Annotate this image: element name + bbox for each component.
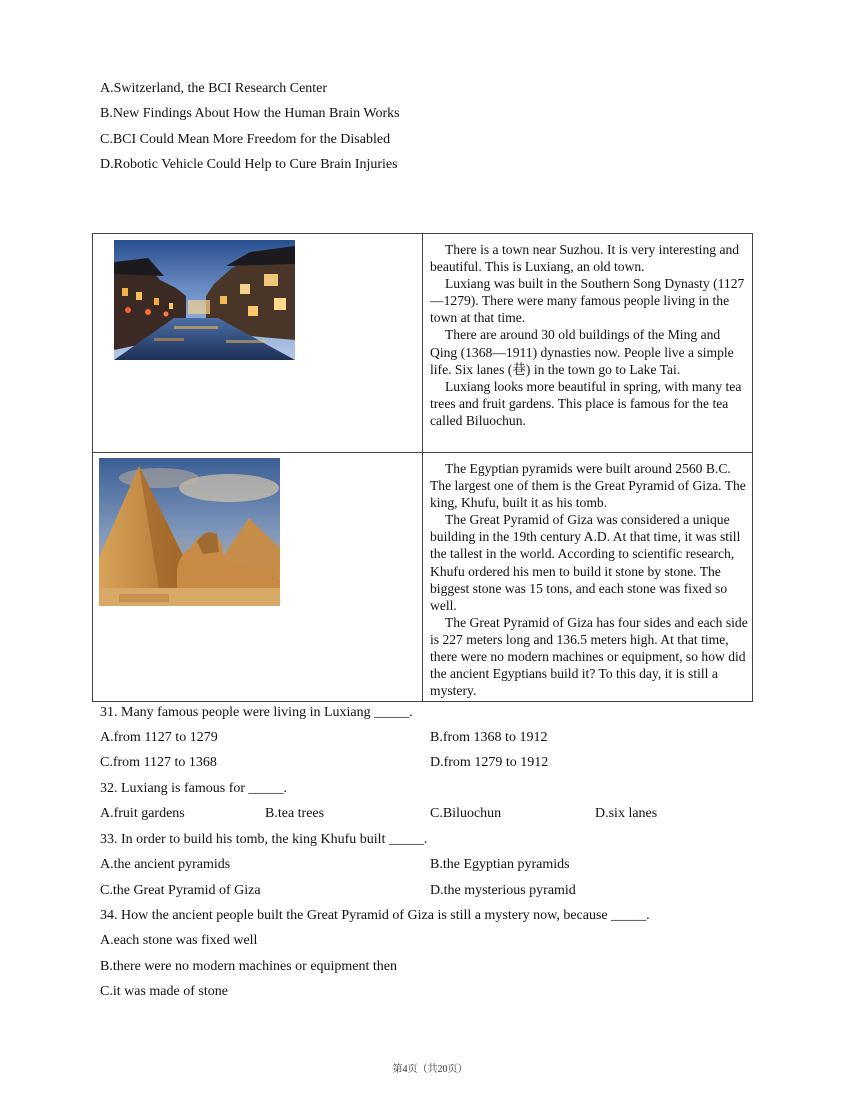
question-34-option-c: C.it was made of stone: [100, 984, 228, 999]
question-34-option-b: B.there were no modern machines or equipment then: [100, 959, 398, 974]
question-33-option-b: B.the Egyptian pyramids: [430, 857, 570, 872]
question-31-stem: 31. Many famous people were living in Luxiang _____.: [100, 705, 413, 720]
passage-paragraph: There is a town near Suzhou. It is very interesting and beautiful. This is Luxiang, an old town.: [430, 242, 740, 275]
table-row-divider: [93, 452, 752, 453]
question-32-option-c: C.Biluochun: [430, 806, 502, 821]
question-31-option-d: D.from 1279 to 1912: [430, 755, 549, 770]
question-31-option-b: B.from 1368 to 1912: [430, 730, 548, 745]
passage-paragraph: The Great Pyramid of Giza was considered a unique building in the 19th century A.D. At that time, it was still the tallest in the world. According to scientific research, Khufu ordered his men to build it stone by stone. The biggest stone was 15 tons, and each stone was fixed so well.: [430, 512, 741, 613]
question-34-stem: 34. How the ancient people built the Great Pyramid of Giza is still a mystery now, because _____.: [100, 908, 650, 923]
passage-pyramids: [430, 460, 748, 699]
canal-town-night-photo: [114, 240, 295, 360]
prev-option-b: B.New Findings About How the Human Brain Works: [100, 106, 400, 121]
prev-option-d: D.Robotic Vehicle Could Help to Cure Brain Injuries: [100, 157, 398, 172]
question-33-option-c: C.the Great Pyramid of Giza: [100, 883, 261, 898]
question-32-option-a: A.fruit gardens: [100, 806, 185, 821]
question-31-option-c: C.from 1127 to 1368: [100, 755, 217, 770]
question-34-option-a: A.each stone was fixed well: [100, 933, 258, 948]
passage-paragraph: The Egyptian pyramids were built around 2560 B.C. The largest one of them is the Great Pyramid of Giza. The king, Khufu, built it as his tomb.: [430, 461, 746, 511]
question-33-option-a: A.the ancient pyramids: [100, 857, 231, 872]
question-32-option-b: B.tea trees: [265, 806, 325, 821]
question-32-option-d: D.six lanes: [595, 806, 658, 821]
passage-paragraph: The Great Pyramid of Giza has four sides and each side is 227 meters long and 136.5 meters high. At that time, there were no modern machines or equipment, so how did the ancient Egyptians build it? To this day, it is still a mystery.: [430, 614, 748, 699]
question-33-option-d: D.the mysterious pyramid: [430, 883, 576, 898]
question-31-option-a: A.from 1127 to 1279: [100, 730, 218, 745]
passage-paragraph: Luxiang looks more beautiful in spring, with many tea trees and fruit gardens. This place is famous for the tea called Biluochun.: [430, 378, 742, 428]
pyramid-sphinx-photo: [99, 458, 280, 606]
page-footer: 第4页（共20页）: [392, 1064, 468, 1075]
passage-paragraph: There are around 30 old buildings of the Ming and Qing (1368—1911) dynasties now. People live a simple life. Six lanes (巷) in the town go to Lake Tai.: [430, 327, 734, 377]
table-column-divider: [422, 234, 423, 701]
passage-table: [92, 233, 753, 702]
prev-option-a: A.Switzerland, the BCI Research Center: [100, 81, 328, 96]
prev-option-c: C.BCI Could Mean More Freedom for the Disabled: [100, 132, 391, 147]
passage-luxiang: [430, 241, 748, 429]
passage-paragraph: Luxiang was built in the Southern Song Dynasty (1127—1279). There were many famous people living in the town at that time.: [430, 276, 745, 326]
question-33-stem: 33. In order to build his tomb, the king Khufu built _____.: [100, 832, 428, 847]
question-32-stem: 32. Luxiang is famous for _____.: [100, 781, 288, 796]
